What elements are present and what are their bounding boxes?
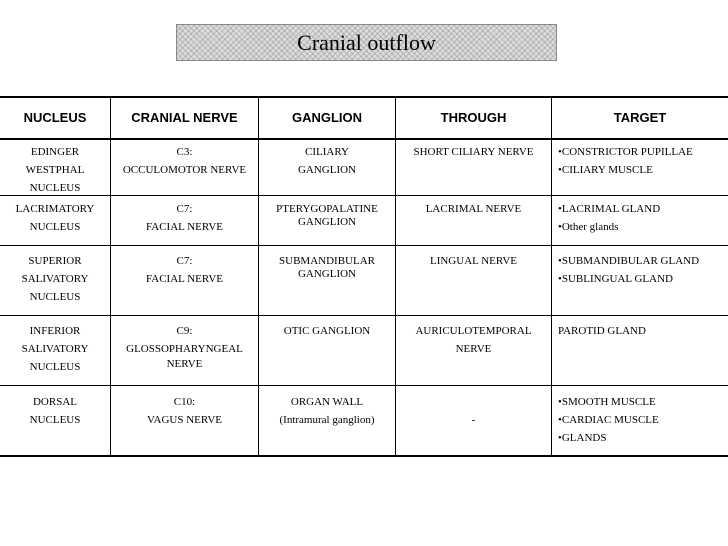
title-banner xyxy=(176,24,557,61)
page-title: Cranial outflow xyxy=(297,30,436,55)
row5-target: •SMOOTH MUSCLE •CARDIAC MUSCLE •GLANDS xyxy=(558,396,659,444)
row5-through: - xyxy=(471,414,476,426)
row1-nucleus: EDINGER WESTPHAL NUCLEUS xyxy=(25,146,85,194)
header-through: THROUGH xyxy=(440,110,507,125)
row2-target: •LACRIMAL GLAND •Other glands xyxy=(558,203,661,233)
row4-through: AURICULOTEMPORAL NERVE xyxy=(415,325,532,355)
row1-target: •CONSTRICTOR PUPILLAE •CILIARY MUSCLE xyxy=(558,146,693,176)
row4-nucleus: INFERIOR SALIVATORY NUCLEUS xyxy=(21,325,89,373)
row3-through: LINGUAL NERVE xyxy=(429,255,517,267)
header-nucleus: NUCLEUS xyxy=(23,110,87,125)
row2-nucleus: LACRIMATORY NUCLEUS xyxy=(15,203,95,233)
row3-ganglion: SUBMANDIBULAR GANGLION xyxy=(279,255,375,280)
header-cranial-nerve: CRANIAL NERVE xyxy=(131,110,238,125)
row4-target: PAROTID GLAND xyxy=(558,325,646,337)
row2-cranial-nerve: C7: FACIAL NERVE xyxy=(145,203,224,233)
row4-cranial-nerve: C9: GLOSSOPHARYNGEAL NERVE xyxy=(126,325,243,370)
row3-target: •SUBMANDIBULAR GLAND •SUBLINGUAL GLAND xyxy=(558,255,700,285)
row2-ganglion: PTERYGOPALATINE GANGLION xyxy=(276,203,378,228)
row2-through: LACRIMAL NERVE xyxy=(425,203,522,215)
row5-ganglion: ORGAN WALL (Intramural ganglion) xyxy=(279,396,375,426)
row1-through: SHORT CILIARY NERVE xyxy=(413,146,534,158)
row3-nucleus: SUPERIOR SALIVATORY NUCLEUS xyxy=(21,255,89,303)
row5-nucleus: DORSAL NUCLEUS xyxy=(29,396,81,426)
row4-ganglion: OTIC GANGLION xyxy=(283,325,371,337)
row5-cranial-nerve: C10: VAGUS NERVE xyxy=(146,396,222,426)
row1-cranial-nerve: C3: OCCULOMOTOR NERVE xyxy=(122,146,247,176)
row3-cranial-nerve: C7: FACIAL NERVE xyxy=(145,255,224,285)
header-target: TARGET xyxy=(613,110,667,125)
row1-ganglion: CILIARY GANGLION xyxy=(297,146,357,176)
header-ganglion: GANGLION xyxy=(291,110,363,125)
